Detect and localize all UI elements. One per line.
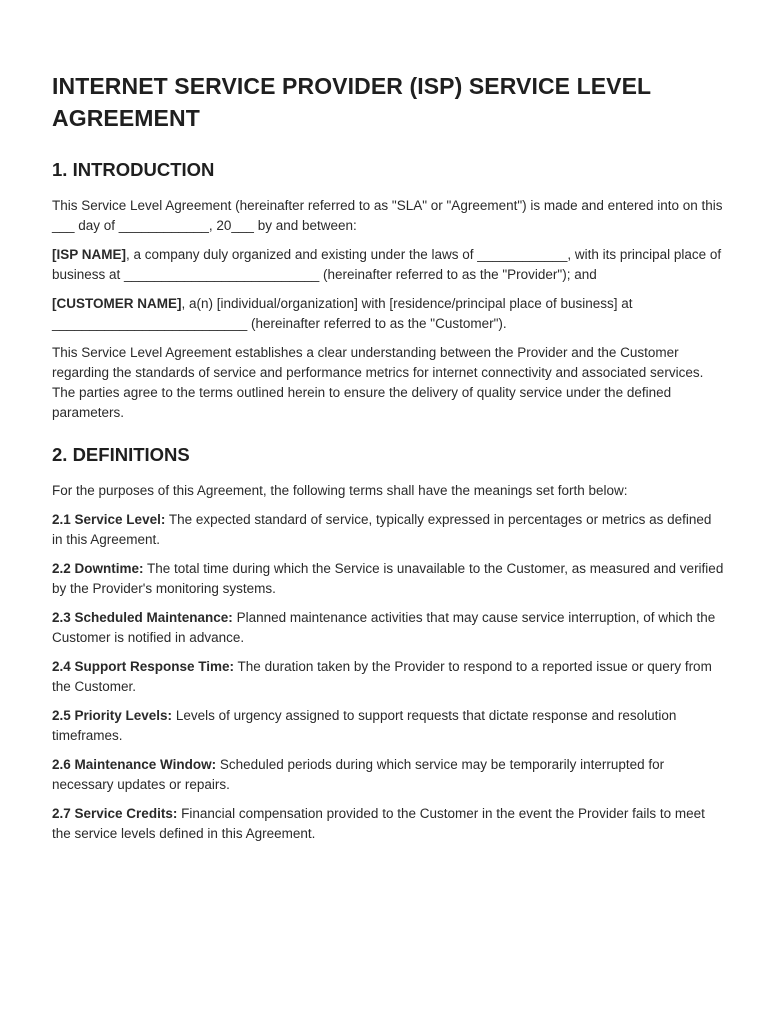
document-title: INTERNET SERVICE PROVIDER (ISP) SERVICE LEVEL AGREEMENT [52, 73, 651, 131]
definition-item [52, 804, 724, 844]
customer-party-text: , a(n) [individual/organization] with [residence/principal place of business] at __________________________ (hereinafter referred to as the "Customer"). [52, 296, 633, 331]
definition-term: 2.1 Service Level: [52, 512, 166, 527]
definition-term: 2.6 Maintenance Window: [52, 757, 217, 772]
section-heading-definitions: 2. DEFINITIONS [52, 444, 190, 465]
definition-text: Financial compensation provided to the Customer in the event the Provider fails to meet the service levels defined in this Agreement. [52, 806, 705, 841]
definition-text: The expected standard of service, typically expressed in percentages or metrics as defined in this Agreement. [52, 512, 712, 547]
section-definitions [52, 443, 724, 844]
definition-term: 2.3 Scheduled Maintenance: [52, 610, 233, 625]
definition-text: The duration taken by the Provider to respond to a reported issue or query from the Customer. [52, 659, 712, 694]
definition-item [52, 559, 724, 599]
definition-item [52, 510, 724, 550]
purpose-paragraph: This Service Level Agreement establishes a clear understanding between the Provider and the Customer regarding the standards of service and performance metrics for internet connectivity and associated services. The parties agree to the terms outlined herein to ensure the delivery of quality service under the defined parameters. [52, 345, 704, 420]
definition-term: 2.7 Service Credits: [52, 806, 178, 821]
customer-name-placeholder: [CUSTOMER NAME] [52, 296, 182, 311]
definition-text: Planned maintenance activities that may cause service interruption, of which the Customer is notified in advance. [52, 610, 716, 645]
customer-party-paragraph [52, 294, 724, 334]
section-heading-introduction: 1. INTRODUCTION [52, 159, 215, 180]
isp-party-paragraph [52, 245, 724, 285]
definition-text: Levels of urgency assigned to support requests that dictate response and resolution timeframes. [52, 708, 677, 743]
definition-term: 2.2 Downtime: [52, 561, 144, 576]
intro-paragraph: This Service Level Agreement (hereinafter referred to as "SLA" or "Agreement") is made and entered into on this ___ day of ____________, 20___ by and between: [52, 198, 723, 233]
definition-item [52, 755, 724, 795]
definition-item [52, 706, 724, 746]
isp-party-text: , a company duly organized and existing under the laws of ____________, with its principal place of business at __________________________ (hereinafter referred to as the "Provider"); and [52, 247, 722, 282]
definition-term: 2.5 Priority Levels: [52, 708, 173, 723]
definitions-intro: For the purposes of this Agreement, the following terms shall have the meanings set forth below: [52, 483, 628, 498]
definition-text: The total time during which the Service is unavailable to the Customer, as measured and verified by the Provider's monitoring systems. [52, 561, 724, 596]
definition-text: Scheduled periods during which service may be temporarily interrupted for necessary updates or repairs. [52, 757, 665, 792]
document-page [52, 70, 724, 853]
definition-term: 2.4 Support Response Time: [52, 659, 235, 674]
definition-item [52, 657, 724, 697]
isp-name-placeholder: [ISP NAME] [52, 247, 127, 262]
section-introduction [52, 158, 724, 423]
definition-item [52, 608, 724, 648]
